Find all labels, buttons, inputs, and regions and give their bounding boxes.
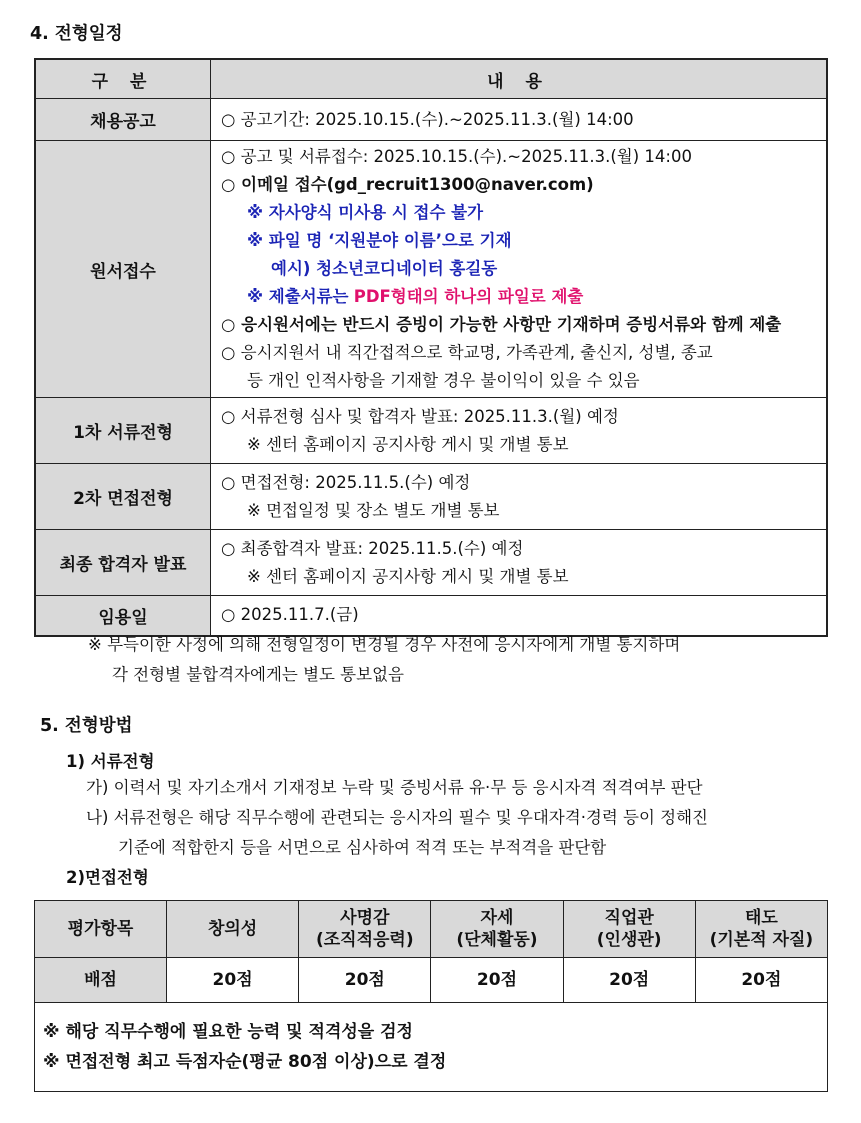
row-label: 2차 면접전형 <box>35 464 211 530</box>
eval-header: 태도 (기본적 자질) <box>695 901 827 958</box>
row-line: ○ 공고기간: 2025.10.15.(수).~2025.11.3.(월) 14:00 <box>221 109 634 129</box>
row-line: ※ 면접일정 및 장소 별도 개별 통보 <box>247 500 500 520</box>
eval-header: 창의성 <box>167 901 299 958</box>
interview-notes <box>35 1003 828 1092</box>
score-cell: 20점 <box>563 958 695 1003</box>
header-category: 구 분 <box>35 59 211 99</box>
interview-table <box>34 900 828 1092</box>
list-item: 나) 서류전형은 해당 직무수행에 관련되는 응시자의 필수 및 우대자격·경력 등이 정해진 <box>86 808 708 827</box>
row-line: ※ 파일 명 ‘지원분야 이름’으로 기재 <box>247 231 512 250</box>
row-line: ○ 공고 및 서류접수: 2025.10.15.(수).~2025.11.3.(월) 14:00 <box>221 147 692 166</box>
row-label: 1차 서류전형 <box>35 398 211 464</box>
score-cell: 20점 <box>299 958 431 1003</box>
row-label: 원서접수 <box>35 141 211 398</box>
header-content: 내 용 <box>211 59 828 99</box>
score-cell: 20점 <box>695 958 827 1003</box>
section5-title: 5. 전형방법 <box>40 716 133 736</box>
note-line: ※ 부득이한 사정에 의해 전형일정이 변경될 경우 사전에 응시자에게 개별 통지하며 <box>88 635 681 654</box>
row-line: ○ 서류전형 심사 및 합격자 발표: 2025.11.3.(월) 예정 <box>221 406 619 426</box>
list-item: 가) 이력서 및 자기소개서 기재정보 누락 및 증빙서류 유·무 등 응시자격 적격여부 판단 <box>86 778 703 797</box>
document-review-items <box>86 773 708 863</box>
row-line: ○ 최종합격자 발표: 2025.11.5.(수) 예정 <box>221 538 524 558</box>
row-line: ※ 제출서류는 <box>247 287 349 306</box>
row-line: ※ 센터 홈페이지 공지사항 게시 및 개별 통보 <box>247 566 569 586</box>
row-line: 등 개인 인적사항을 기재할 경우 불이익이 있을 수 있음 <box>247 371 640 390</box>
row-label: 임용일 <box>35 596 211 636</box>
email-line: ○ 이메일 접수(gd_recruit1300@naver.com) <box>221 175 594 194</box>
note-line: ※ 해당 직무수행에 필요한 능력 및 적격성을 검정 <box>43 1022 413 1042</box>
list-item: 기준에 적합한지 등을 서면으로 심사하여 적격 또는 부적격을 판단함 <box>118 838 607 857</box>
eval-header: 사명감 (조직적응력) <box>299 901 431 958</box>
row-line: 예시) 청소년코디네이터 홍길동 <box>271 259 498 278</box>
row-line: ※ 센터 홈페이지 공지사항 게시 및 개별 통보 <box>247 434 569 454</box>
row-line: ※ 자사양식 미사용 시 접수 불가 <box>247 203 484 222</box>
row-line: ○ 2025.11.7.(금) <box>221 605 359 625</box>
note-line: ※ 면접전형 최고 득점자순(평균 80점 이상)으로 결정 <box>43 1052 447 1072</box>
sub1-title: 1) 서류전형 <box>66 752 155 771</box>
row-label: 최종 합격자 발표 <box>35 530 211 596</box>
row-line: ○ 응시지원서 내 직간접적으로 학교명, 가족관계, 출신지, 성별, 종교 <box>221 343 713 362</box>
schedule-table <box>34 58 828 637</box>
schedule-note <box>88 630 680 690</box>
row-line: ○ 응시원서에는 반드시 증빙이 가능한 사항만 기재하며 증빙서류와 함께 제출 <box>221 315 782 334</box>
score-cell: 20점 <box>167 958 299 1003</box>
score-label: 배점 <box>35 958 167 1003</box>
score-cell: 20점 <box>431 958 563 1003</box>
row-line: ○ 면접전형: 2025.11.5.(수) 예정 <box>221 472 471 492</box>
eval-header: 자세 (단체활동) <box>431 901 563 958</box>
row-label: 채용공고 <box>35 99 211 141</box>
eval-header: 평가항목 <box>35 901 167 958</box>
pdf-note: PDF형태의 하나의 파일로 제출 <box>353 287 584 306</box>
eval-header: 직업관 (인생관) <box>563 901 695 958</box>
section4-title: 4. 전형일정 <box>30 24 123 44</box>
note-line: 각 전형별 불합격자에게는 별도 통보없음 <box>112 665 404 684</box>
sub2-title: 2)면접전형 <box>66 868 149 887</box>
